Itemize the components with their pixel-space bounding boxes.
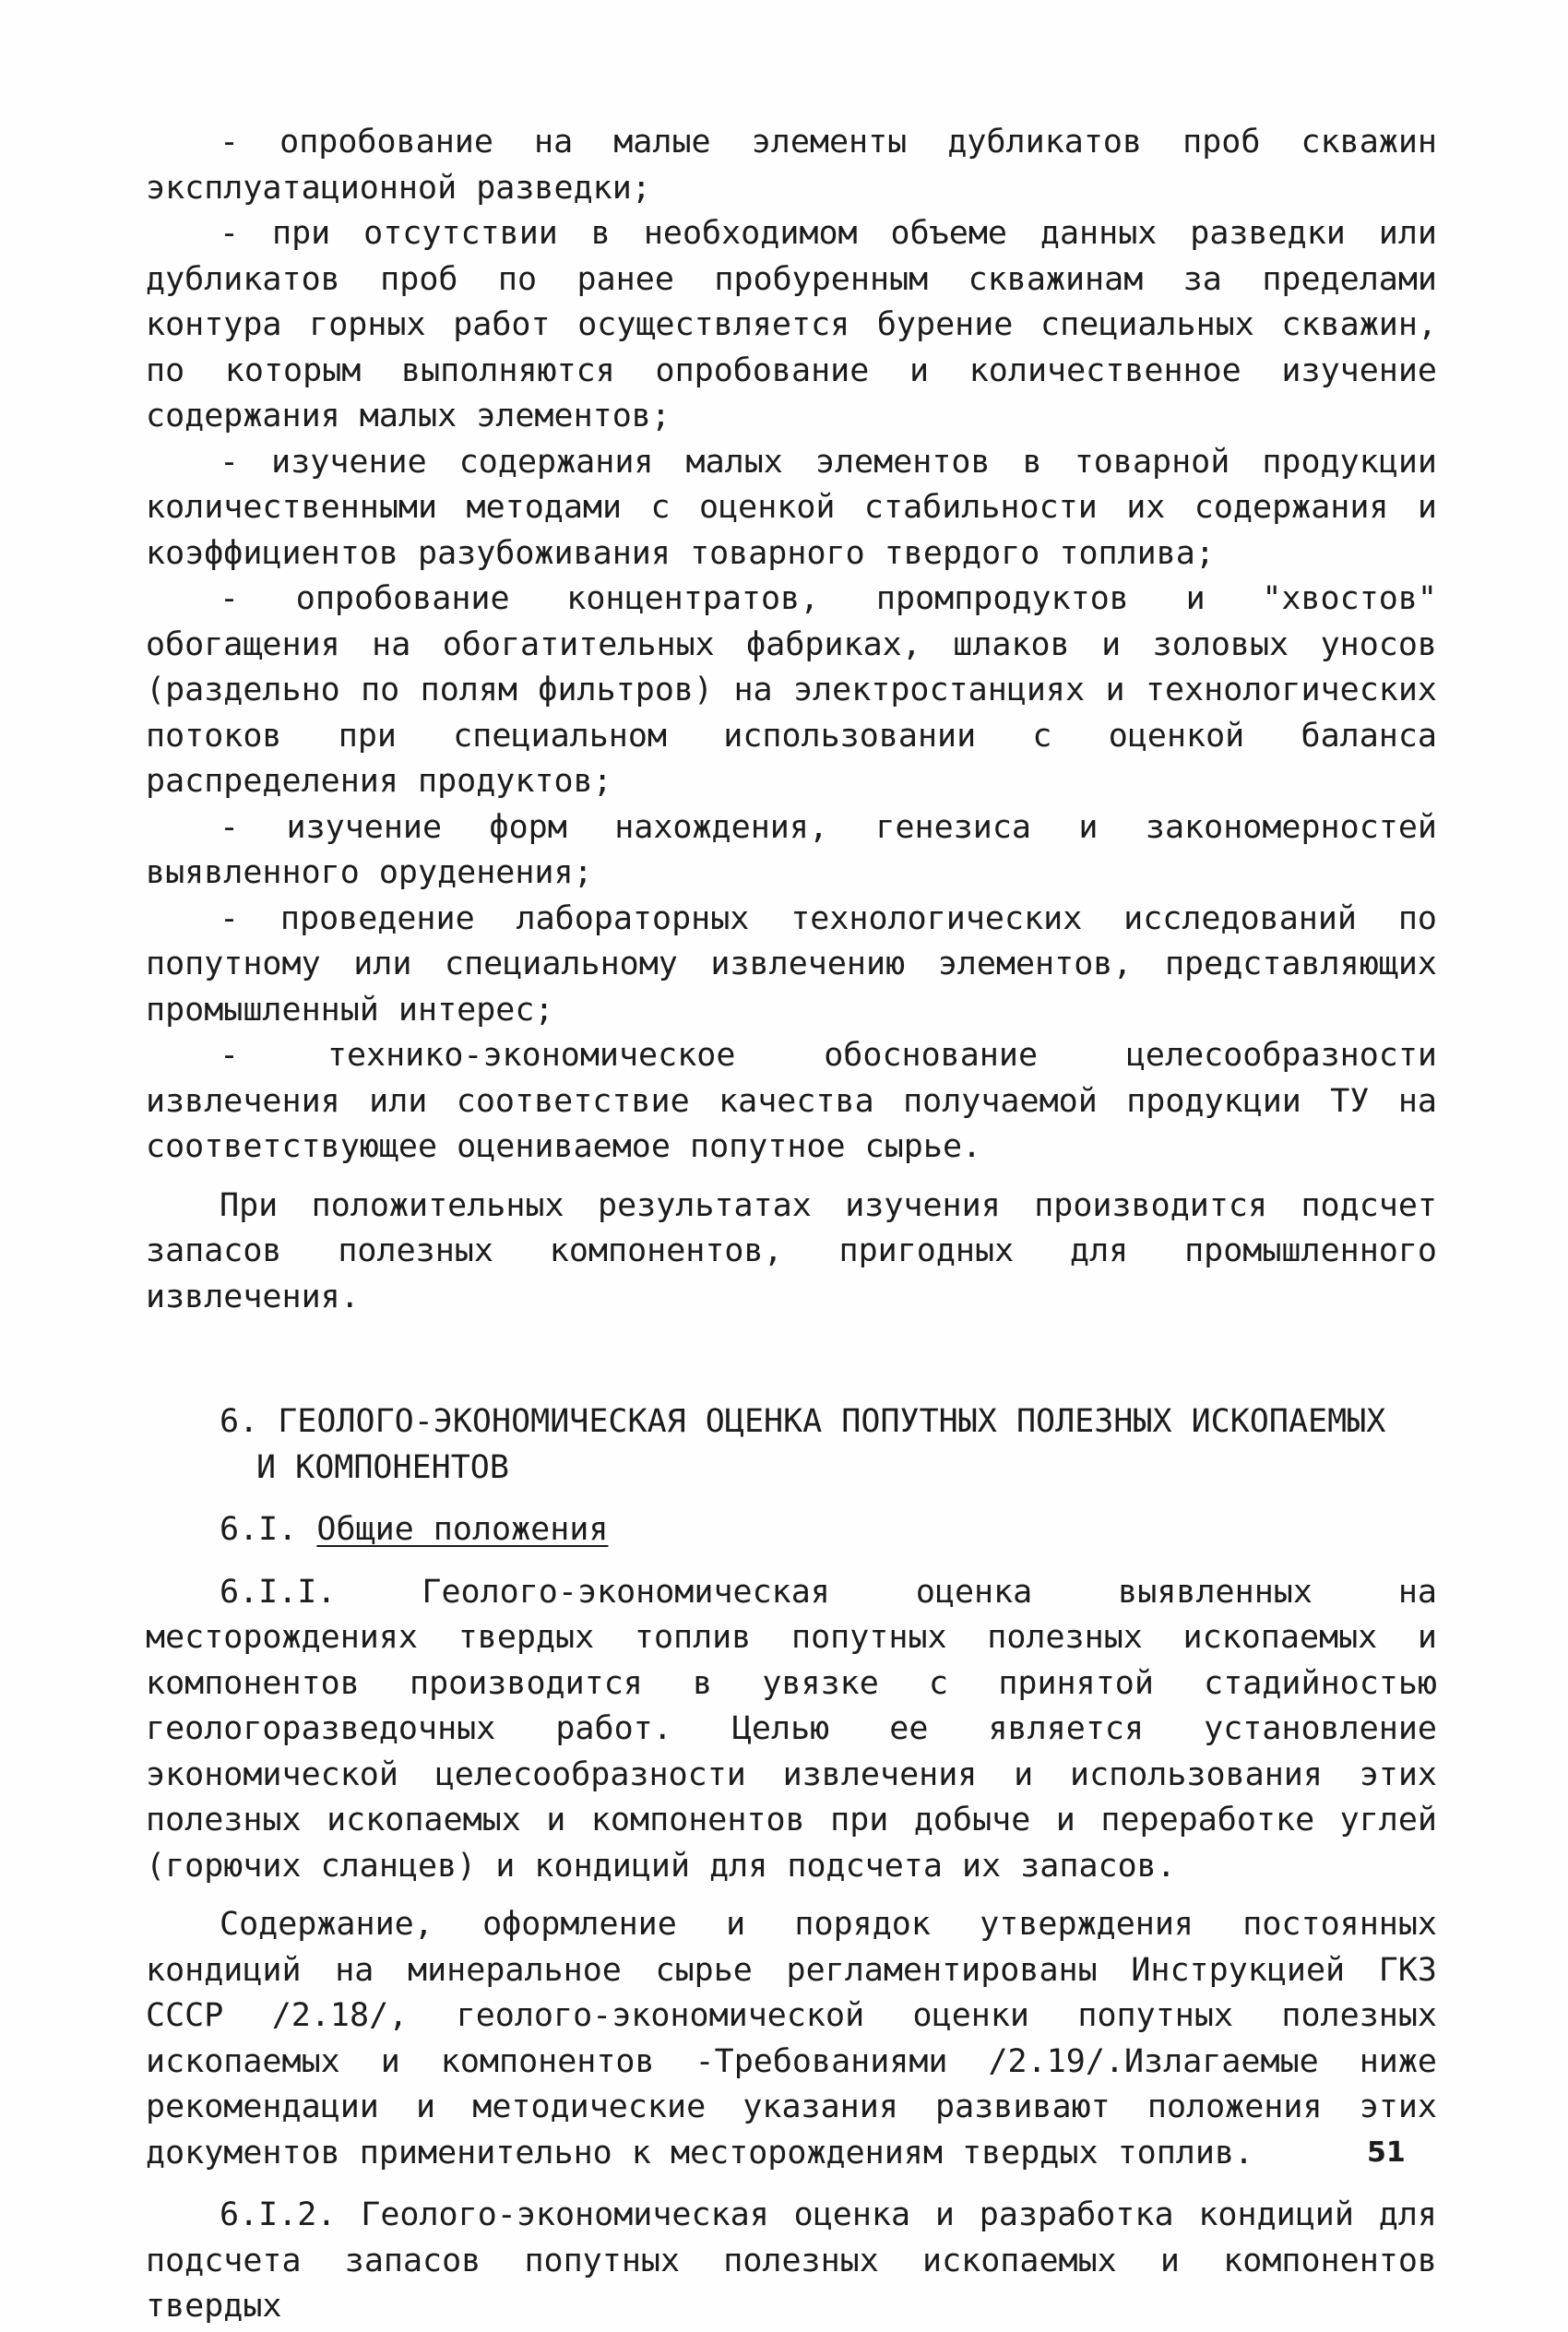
subsection-title: Общие положения [316,1511,609,1548]
subsection-number: 6.I. [220,1511,298,1548]
paragraph-sampling-duplicates: - опробование на малые элементы дубликатов проб скважин эксплуатационной разведки; [146,124,1437,207]
paragraph-6-1-2: 6.I.2. Геолого-экономическая оценка и разработка кондиций для подсчета запасов попутных полезных ископаемых и компонентов твердых [146,2196,1437,2325]
paragraph-mineralization-forms: - изучение форм нахождения, генезиса и закономерностей выявленного оруденения; [146,808,1437,891]
paragraph-positive-results: При положительных результатах изучения производится подсчет запасов полезных компонентов, пригодных для промышленного извлечения. [146,1186,1437,1315]
paragraph-commodity-study: - изучение содержания малых элементов в товарной продукции количественными методами с оценкой стабильности их содержания и коэффициентов разубоживания товарного твердого топлива; [146,443,1437,572]
subsection-heading [146,1507,1437,1553]
paragraph-feasibility: - технико-экономическое обоснование целесообразности извлечения или соответствие качества получаемой продукции ТУ на соответствующее оцениваемое попутное сырье. [146,1037,1437,1165]
paragraph-concentrates-sampling: - опробование концентратов, промпродуктов и "хвостов" обогащения на обогатительных фабриках, шлаков и золовых уносов (раздельно по полям фильтров) на электростанциях и технологических потоков при специальном использовании с оценкой баланса распределения продуктов; [146,580,1437,800]
paragraph-special-wells: - при отсутствии в необходимом объеме данных разведки или дубликатов проб по ранее пробуренным скважинам за пределами контура горных работ осуществляется бурение специальных скважин, по которым выполняются опробование и количественное изучение содержания малых элементов; [146,215,1437,434]
page-number: 51 [1367,2136,1406,2169]
paragraph-lab-research: - проведение лабораторных технологических исследований по попутному или специальному извлечению элементов, представляющих промышленный интерес; [146,899,1437,1029]
body-text [146,120,1437,2330]
section-heading: 6. ГЕОЛОГО-ЭКОНОМИЧЕСКАЯ ОЦЕНКА ПОПУТНЫХ ПОЛЕЗНЫХ ИСКОПАЕМЫХ [220,1403,1386,1440]
section-heading-continued: И КОМПОНЕНТОВ [256,1448,509,1486]
paragraph-conditions-content: Содержание, оформление и порядок утверждения постоянных кондиций на минеральное сырье регламентированы Инструкцией ГКЗ СССР /2.18/, геолого-экономической оценки попутных полезных ископаемых и компонентов -Требованиями /2.19/.Излагаемые ниже рекомендации и методические указания развивают положения этих документов применительно к месторождениям твердых топлив. [146,1906,1437,2171]
paragraph-6-1-1: 6.I.I. Геолого-экономическая оценка выявленных на месторождениях твердых топлив попутных полезных ископаемых и компонентов производится в увязке с принятой стадийностью геологоразведочных работ. Целью ее является установление экономической целесообразности извлечения и использования этих полезных ископаемых и компонентов при добыче и переработке углей (горючих сланцев) и кондиций для подсчета их запасов. [146,1573,1437,1885]
